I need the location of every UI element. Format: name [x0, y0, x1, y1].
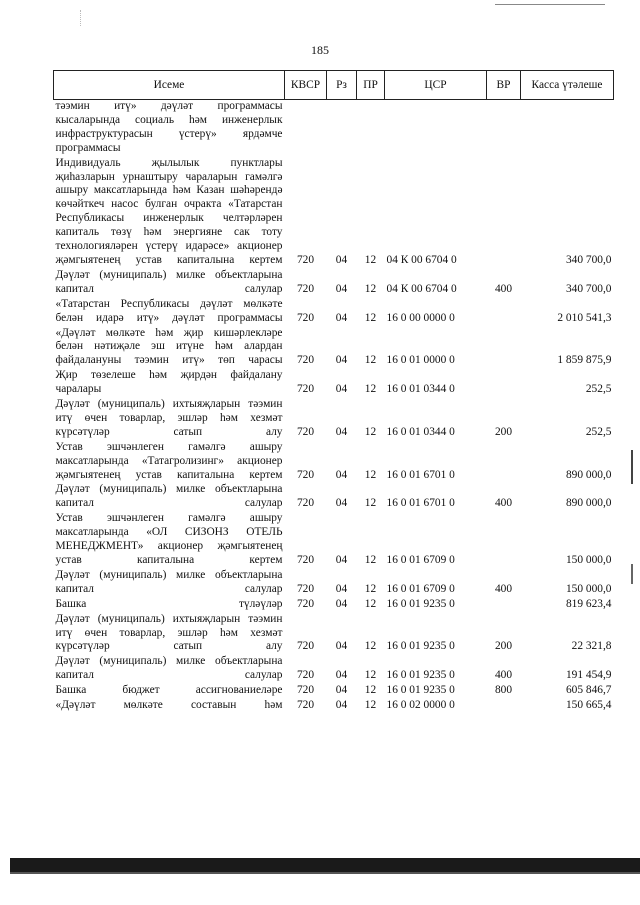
row-kvsr: 720: [296, 425, 315, 438]
row-rz: 04: [335, 684, 348, 697]
row-csr: 16 0 01 0000 0: [386, 354, 455, 367]
scan-margin-mark: [631, 564, 633, 584]
row-amount: 22 321,8: [571, 640, 612, 653]
table-row: [54, 684, 614, 699]
row-kvsr: 720: [296, 354, 315, 367]
row-name: «Дәүләт мөлкәте составын һәм: [55, 699, 283, 712]
table-row: [54, 298, 614, 327]
row-kvsr: 720: [296, 582, 315, 595]
row-amount: 150 000,0: [565, 554, 612, 566]
row-amount: 340 700,0: [565, 253, 612, 266]
row-kvsr: 720: [296, 554, 315, 566]
row-rz: 04: [335, 597, 348, 610]
row-csr: 04 К 00 6704 0: [386, 253, 457, 266]
row-kvsr: 720: [296, 468, 315, 481]
row-pr: 12: [364, 282, 377, 295]
row-rz: 04: [335, 669, 348, 682]
row-vr: [487, 598, 521, 613]
row-name: Устав эшчәнлеген гамәлгә ашыру максатларында «ОЛ СИЗОНЗ ОТЕЛЬ МЕНЕДЖМЕНТ» акционер җәмгыятенең устав капиталына кертем: [55, 512, 283, 566]
row-vr: 200: [494, 425, 513, 438]
table-row: [54, 483, 614, 512]
scan-tick: [80, 10, 82, 26]
scan-margin-mark: [631, 450, 633, 484]
row-amount: 890 000,0: [565, 468, 612, 481]
header-pr: ПР: [357, 71, 385, 100]
row-kvsr: 720: [296, 597, 315, 610]
table-row: [54, 327, 614, 370]
row-csr: 16 0 01 6709 0: [386, 582, 455, 595]
table-row: [54, 100, 614, 157]
row-csr: 16 0 01 6701 0: [386, 468, 455, 481]
row-pr: 12: [364, 554, 377, 566]
row-pr: 12: [364, 597, 377, 610]
row-pr: 12: [364, 468, 377, 481]
row-amount: [521, 100, 614, 157]
row-vr: 400: [494, 582, 513, 595]
table-row: [54, 369, 614, 398]
row-kvsr: 720: [296, 640, 315, 653]
budget-table: [53, 70, 614, 714]
row-name: Индивидуаль җылылык пунктлары җиһазларын урнаштыру чараларын гамәлгә ашыру максатларында һәм Казан шәһәрендә көчәйткеч насос булган очракта «Татарстан Республикасы инженерлык челтәрләрен капиталь төзү һәм энергияне сак тоту технологияләрен үстерү идарәсе» акционер җәмгыятенең устав капиталына кертем: [55, 156, 283, 266]
table-row: [54, 598, 614, 613]
row-name: Дәүләт (муниципаль) ихтыяҗларын тәэмин итү өчен товарлар, эшләр һәм хезмәт күрсәтүләр сатып алу: [55, 612, 283, 653]
table-row: [54, 441, 614, 484]
row-vr: [487, 369, 521, 398]
row-vr: 200: [494, 640, 513, 653]
row-amount: 2 010 541,3: [557, 311, 612, 324]
table-row: [54, 398, 614, 441]
row-pr: [357, 100, 385, 157]
row-rz: [327, 100, 357, 157]
row-vr: [487, 441, 521, 484]
row-rz: 04: [335, 554, 348, 566]
row-amount: 890 000,0: [565, 497, 612, 510]
row-amount: 340 700,0: [565, 282, 612, 295]
row-rz: 04: [335, 468, 348, 481]
row-amount: 150 000,0: [565, 582, 612, 595]
table-row: [54, 512, 614, 569]
row-kvsr: 720: [296, 282, 315, 295]
row-csr: 16 0 01 9235 0: [386, 684, 455, 697]
row-vr: [487, 100, 521, 157]
table-header-row: [54, 71, 614, 100]
scan-bottom-bar: [10, 858, 640, 872]
row-name: Башка бюджет ассигнованиеләре: [55, 684, 283, 697]
row-pr: 12: [364, 383, 377, 396]
row-vr: 800: [494, 684, 513, 697]
row-pr: 12: [364, 425, 377, 438]
row-kvsr: 720: [296, 383, 315, 396]
scan-bottom-edge: [10, 872, 640, 874]
row-pr: 12: [364, 699, 377, 712]
page-number: 185: [311, 43, 329, 57]
row-csr: 16 0 01 0344 0: [386, 383, 455, 396]
header-name: Исеме: [54, 71, 285, 100]
row-name: «Дәүләт мөлкәте һәм җир кишәрлекләре белән нәтиҗәле эш итүне һәм алардан файдалануны тәэмин итү» төп чарасы: [55, 326, 283, 367]
header-kassa: Касса үтәлеше: [521, 71, 614, 100]
row-amount: 819 623,4: [565, 597, 612, 610]
row-pr: 12: [364, 640, 377, 653]
row-pr: 12: [364, 311, 377, 324]
row-csr: 16 0 00 0000 0: [386, 311, 455, 324]
table-row: [54, 157, 614, 269]
row-csr: 16 0 01 9235 0: [386, 669, 455, 682]
row-pr: 12: [364, 582, 377, 595]
row-csr: [385, 100, 487, 157]
row-name: Дәүләт (муниципаль) милке объектларына капитал салулар: [55, 655, 283, 682]
header-kvsr: КВСР: [285, 71, 327, 100]
row-pr: 12: [364, 684, 377, 697]
table-row: [54, 569, 614, 598]
row-name: Башка түләүләр: [55, 597, 283, 610]
row-kvsr: 720: [296, 684, 315, 697]
row-name: Дәүләт (муниципаль) милке объектларына капитал салулар: [55, 268, 283, 295]
table-row: [54, 699, 614, 714]
row-rz: 04: [335, 699, 348, 712]
row-kvsr: 720: [296, 253, 315, 266]
row-kvsr: 720: [296, 669, 315, 682]
row-kvsr: 720: [296, 497, 315, 510]
row-vr: [487, 699, 521, 714]
table-row: [54, 655, 614, 684]
table-row: [54, 269, 614, 298]
row-csr: 16 0 01 6701 0: [386, 497, 455, 510]
row-csr: 04 К 00 6704 0: [386, 282, 457, 295]
row-rz: 04: [335, 425, 348, 438]
row-rz: 04: [335, 582, 348, 595]
row-name: Устав эшчәнлеген гамәлгә ашыру максатларында «Татагролизинг» акционер җәмгыятенең устав капиталына кертем: [55, 440, 283, 481]
row-csr: 16 0 01 9235 0: [386, 640, 455, 653]
row-rz: 04: [335, 311, 348, 324]
row-vr: 400: [494, 669, 513, 682]
row-name: Дәүләт (муниципаль) милке объектларына капитал салулар: [55, 568, 283, 595]
row-name: Җир төзелеше һәм җирдән файдалану чаралары: [55, 369, 283, 396]
row-rz: 04: [335, 640, 348, 653]
table-row: [54, 613, 614, 656]
row-pr: 12: [364, 497, 377, 510]
row-csr: 16 0 01 9235 0: [386, 597, 455, 610]
row-rz: 04: [335, 383, 348, 396]
row-name: Дәүләт (муниципаль) милке объектларына капитал салулар: [55, 483, 283, 510]
header-rz: Рз: [327, 71, 357, 100]
row-name: Дәүләт (муниципаль) ихтыяҗларын тәэмин итү өчен товарлар, эшләр һәм хезмәт күрсәтүләр сатып алу: [55, 398, 283, 438]
header-csr: ЦСР: [385, 71, 487, 100]
row-rz: 04: [335, 253, 348, 266]
row-amount: 252,5: [585, 383, 612, 396]
row-rz: 04: [335, 497, 348, 510]
row-vr: 400: [494, 497, 513, 510]
row-pr: 12: [364, 669, 377, 682]
row-pr: 12: [364, 354, 377, 367]
row-amount: 605 846,7: [565, 684, 612, 697]
row-kvsr: [285, 100, 327, 157]
row-csr: 16 0 01 6709 0: [386, 554, 455, 566]
row-vr: [487, 512, 521, 569]
row-amount: 252,5: [585, 425, 612, 438]
row-amount: 191 454,9: [565, 669, 612, 682]
row-amount: 150 665,4: [565, 699, 612, 712]
row-rz: 04: [335, 354, 348, 367]
row-amount: 1 859 875,9: [557, 354, 612, 367]
row-vr: [487, 298, 521, 327]
row-kvsr: 720: [296, 699, 315, 712]
row-kvsr: 720: [296, 311, 315, 324]
row-vr: 400: [494, 282, 513, 295]
row-csr: 16 0 01 0344 0: [386, 425, 455, 438]
row-rz: 04: [335, 282, 348, 295]
row-csr: 16 0 02 0000 0: [386, 699, 455, 712]
row-name: «Татарстан Республикасы дәүләт мөлкәте белән идарә итү» дәүләт программасы: [55, 297, 283, 324]
row-pr: 12: [364, 253, 377, 266]
row-vr: [487, 157, 521, 269]
row-name: тәэмин итү» дәүләт программасы кысаларында социаль һәм инженерлык инфраструктурасын үстерү» ярдәмче программасы: [55, 100, 283, 154]
header-vr: ВР: [487, 71, 521, 100]
row-vr: [487, 327, 521, 370]
top-rule: [495, 4, 605, 5]
